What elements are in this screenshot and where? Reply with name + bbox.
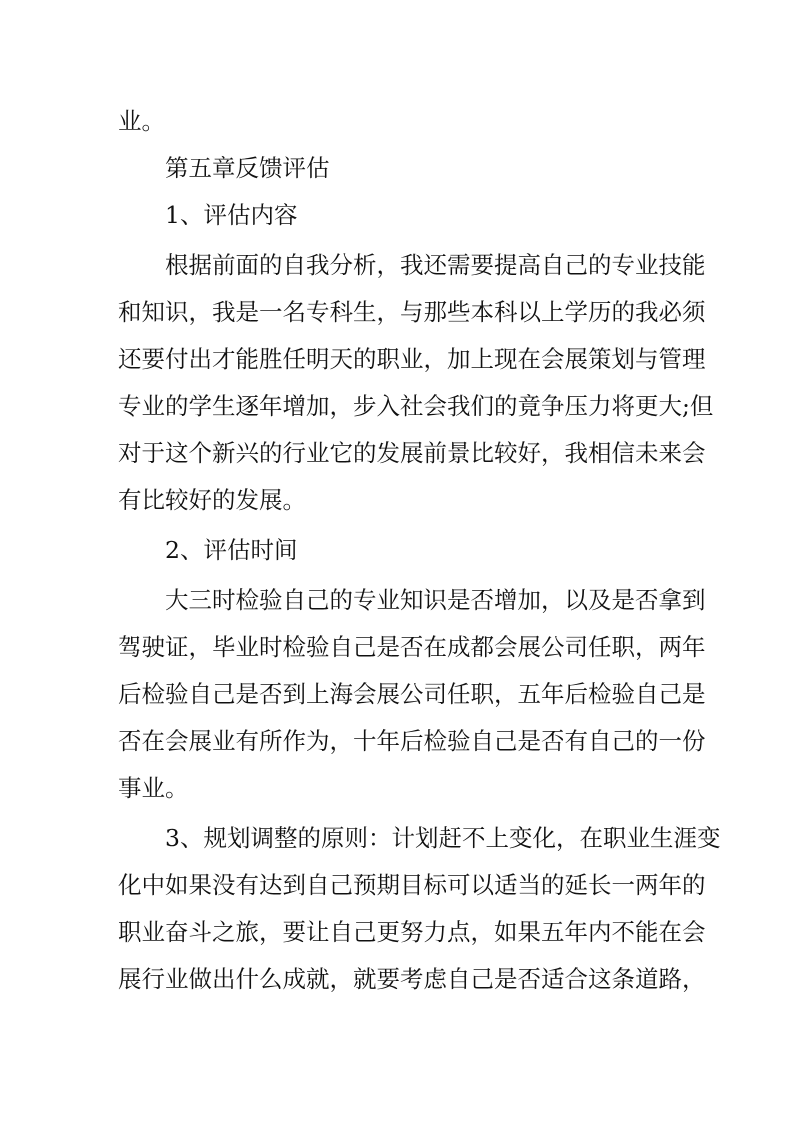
subsection-title-content: 1、评估内容 [165,201,298,229]
line-text: 有比较好的发展。 [118,486,306,514]
line-text: 和知识，我是一名专科生，与那些本科以上学历的我必须 [118,298,706,326]
subsection-title-time: 2、评估时间 [165,536,298,564]
line-text: 大三时检验自己的专业知识是否增加，以及是否拿到 [165,586,706,614]
line-text: 否在会展业有所作为，十年后检验自己是否有自己的一份 [118,727,706,755]
line-text: 化中如果没有达到自己预期目标可以适当的延长一两年的 [118,871,706,899]
line-text: 3、规划调整的原则：计划赶不上变化，在职业生涯变 [165,824,721,852]
line-text: 职业奋斗之旅，要让自己更努力点，如果五年内不能在会 [118,918,706,946]
line-text: 对于这个新兴的行业它的发展前景比较好，我相信未来会 [118,439,706,467]
line-text: 业。 [118,107,165,135]
line-text: 展行业做出什么成就，就要考虑自己是否适合这条道路， [118,965,706,993]
line-text: 驾驶证，毕业时检验自己是否在成都会展公司任职，两年 [118,633,706,661]
chapter-title: 第五章反馈评估 [165,154,330,182]
line-text: 后检验自己是否到上海会展公司任职，五年后检验自己是 [118,680,706,708]
line-text: 还要付出才能胜任明天的职业，加上现在会展策划与管理 [118,345,706,373]
line-text: 事业。 [118,774,189,802]
line-text: 专业的学生逐年增加，步入社会我们的竟争压力将更大;但 [118,392,714,420]
line-text: 根据前面的自我分析，我还需要提高自己的专业技能 [165,251,706,279]
